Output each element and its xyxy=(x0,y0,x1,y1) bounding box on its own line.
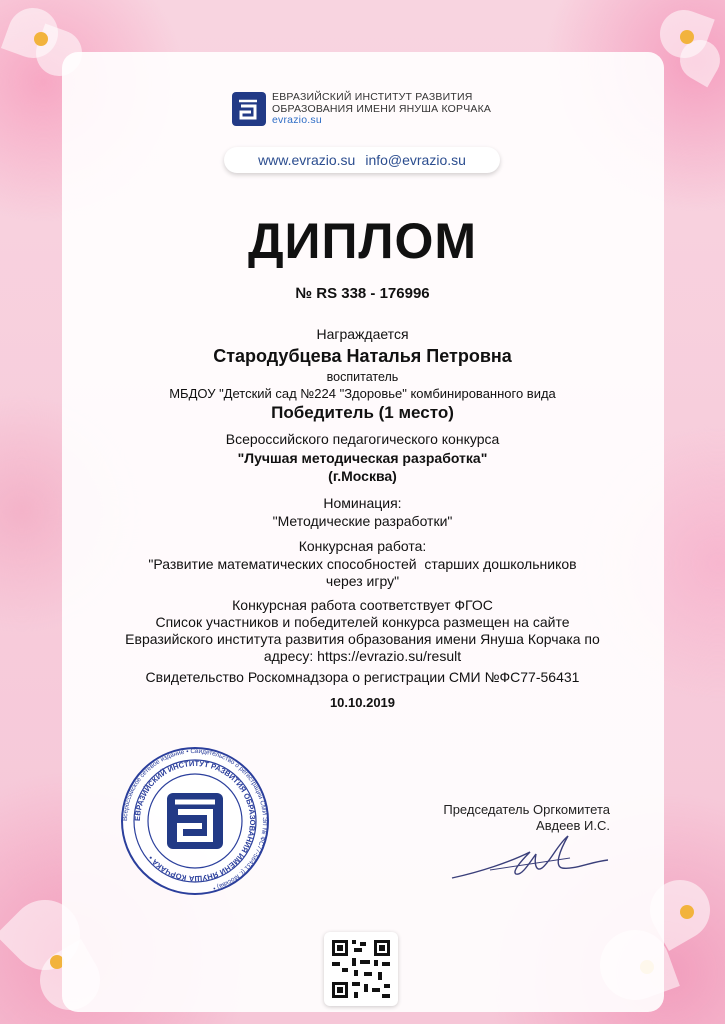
diploma-title: ДИПЛОМ xyxy=(247,213,478,269)
work-label: Конкурсная работа: xyxy=(298,538,427,554)
seal-outer-text: Всероссийское сетевое издание • Свидетельство о регистрации СМИ ЭЛ № ФС77-56431 (г. Москва) • xyxy=(121,747,269,892)
results-line1: Список участников и победителей конкурса размещен на сайте xyxy=(155,614,570,630)
recipient-position: воспитатель xyxy=(326,370,399,384)
website-link[interactable]: www.evrazio.su xyxy=(258,152,356,168)
recipient-institution: МБДОУ "Детский сад №224 "Здоровье" комбинированного вида xyxy=(169,386,556,401)
seal-inner-text: ЕВРАЗИЙСКИЙ ИНСТИТУТ РАЗВИТИЯ ОБРАЗОВАНИЯ ИМЕНИ ЯНУША КОРЧАКА • xyxy=(132,758,258,884)
nomination-label: Номинация: xyxy=(323,495,402,511)
diploma-number: № RS 338 - 176996 xyxy=(295,285,430,302)
signature-name: Авдеев И.С. xyxy=(536,818,610,833)
award-place: Победитель (1 место) xyxy=(271,403,454,422)
org-site: evrazio.su xyxy=(272,114,322,126)
issue-date: 10.10.2019 xyxy=(329,695,396,710)
awarded-label: Награждается xyxy=(316,326,409,342)
qr-code-icon xyxy=(324,932,398,1006)
email-link[interactable]: info@evrazio.su xyxy=(365,152,466,168)
institute-seal-stamp xyxy=(120,746,270,896)
results-line2: Евразийского института развития образования имени Януша Корчака по xyxy=(125,631,600,647)
institute-logo-icon xyxy=(232,92,266,126)
signature-block xyxy=(400,802,610,834)
org-name-line1: ЕВРАЗИЙСКИЙ ИНСТИТУТ РАЗВИТИЯ xyxy=(272,91,473,103)
org-header xyxy=(232,92,491,127)
contacts-bar xyxy=(224,147,500,173)
qr-code[interactable] xyxy=(324,932,398,1006)
work-title-line2: через игру" xyxy=(325,573,400,589)
contest-city: (г.Москва) xyxy=(328,468,397,484)
org-name xyxy=(272,92,491,127)
registration-info: Свидетельство Роскомнадзора о регистрации СМИ №ФС77-56431 xyxy=(145,669,580,685)
signature-title: Председатель Оргкомитета xyxy=(443,802,610,817)
handwritten-signature xyxy=(450,832,610,882)
recipient-name: Стародубцева Наталья Петровна xyxy=(213,346,512,366)
work-title-line1: "Развитие математических способностей старших дошкольников xyxy=(148,556,577,572)
nomination-value: "Методические разработки" xyxy=(272,513,453,529)
contest-type: Всероссийского педагогического конкурса xyxy=(225,431,500,447)
fgos-statement: Конкурсная работа соответствует ФГОС xyxy=(232,597,493,613)
results-line3: адресу: https://evrazio.su/result xyxy=(263,648,462,664)
contest-name: "Лучшая методическая разработка" xyxy=(237,450,488,466)
org-name-line2: ОБРАЗОВАНИЯ ИМЕНИ ЯНУША КОРЧАКА xyxy=(272,102,492,115)
